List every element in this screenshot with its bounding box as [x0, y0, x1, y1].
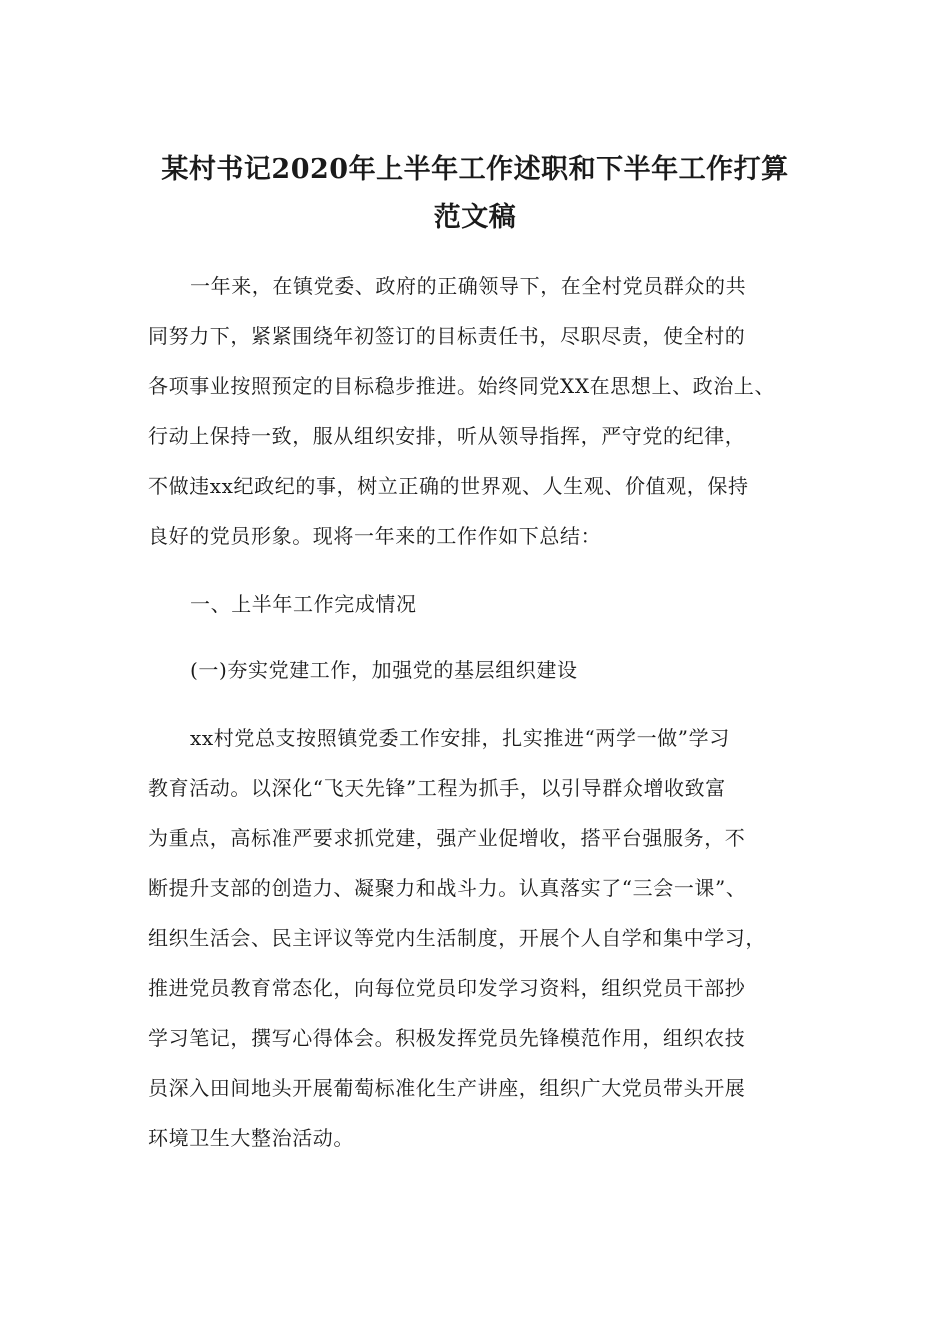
body-line-5: 组织生活会、民主评议等党内生活制度，开展个人自学和集中学习， [148, 926, 766, 950]
document-title-line-1: 某村书记2020年上半年工作述职和下半年工作打算 [161, 154, 789, 185]
intro-line-5: 不做违xx纪政纪的事，树立正确的世界观、人生观、价值观，保持 [148, 474, 749, 498]
intro-line-6: 良好的党员形象。现将一年来的工作作如下总结： [148, 524, 602, 548]
intro-line-4: 行动上保持一致，服从组织安排，听从领导指挥，严守党的纪律， [148, 424, 746, 448]
body-line-3: 为重点，高标准严要求抓党建，强产业促增收，搭平台强服务，不 [148, 826, 746, 850]
subsection-heading-1-1: (一)夯实党建工作，加强党的基层组织建设 [190, 658, 578, 682]
intro-line-3: 各项事业按照预定的目标稳步推进。始终同党XX在思想上、政治上、 [148, 374, 776, 398]
body-line-9: 环境卫生大整治活动。 [148, 1126, 354, 1150]
body-line-4: 断提升支部的创造力、凝聚力和战斗力。认真落实了“三会一课”、 [148, 876, 747, 900]
body-line-1: xx村党总支按照镇党委工作安排，扎实推进“两学一做”学习 [190, 726, 730, 750]
intro-line-1: 一年来，在镇党委、政府的正确领导下，在全村党员群众的共 [190, 274, 747, 298]
body-line-6: 推进党员教育常态化，向每位党员印发学习资料，组织党员干部抄 [148, 976, 746, 1000]
body-line-2: 教育活动。以深化“飞天先锋”工程为抓手，以引导群众增收致富 [148, 776, 726, 800]
body-line-8: 员深入田间地头开展葡萄标准化生产讲座，组织广大党员带头开展 [148, 1076, 746, 1100]
body-line-7: 学习笔记，撰写心得体会。积极发挥党员先锋模范作用，组织农技 [148, 1026, 746, 1050]
document-title-line-2: 范文稿 [433, 202, 517, 233]
intro-line-2: 同努力下，紧紧围绕年初签订的目标责任书，尽职尽责，使全村的 [148, 324, 746, 348]
section-heading-1: 一、上半年工作完成情况 [190, 592, 417, 616]
